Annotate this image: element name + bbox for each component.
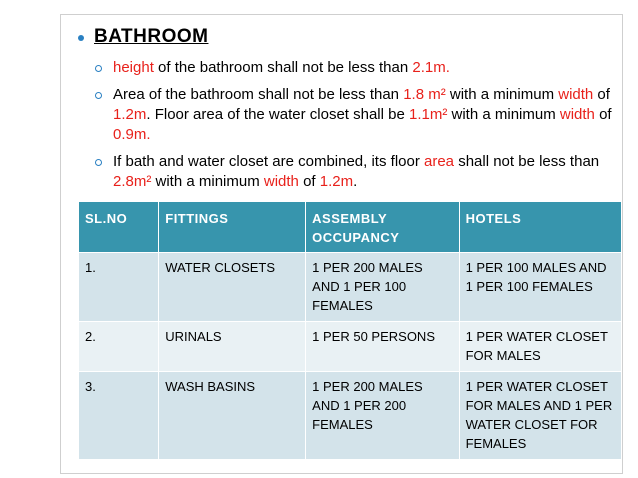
table-header-row <box>79 202 621 253</box>
bullet-text <box>113 59 450 76</box>
cell-hotels: 1 PER WATER CLOSET FOR MALES AND 1 PER WATER CLOSET FOR FEMALES <box>459 372 621 460</box>
bullet-dot-icon <box>78 35 84 41</box>
cell-hotels: 1 PER WATER CLOSET FOR MALES <box>459 322 621 372</box>
cell-fittings: WATER CLOSETS <box>159 253 306 322</box>
highlight-text: 1.8 m² <box>403 86 446 103</box>
highlight-text: width <box>559 106 595 123</box>
bullet-text <box>113 153 599 190</box>
highlight-text: 1.2m <box>319 173 354 190</box>
highlight-text: 2.1m. <box>412 59 450 76</box>
bullet-run: . <box>353 173 358 190</box>
bullet-run: of <box>593 86 610 103</box>
highlight-text: height <box>113 59 154 76</box>
bullet-item <box>93 58 613 78</box>
ring-bullet-icon <box>95 159 102 166</box>
highlight-text: 1.2m <box>113 106 147 123</box>
header-fittings: FITTINGS <box>159 202 306 253</box>
bullet-text <box>113 86 612 143</box>
bullet-run: with a minimum <box>445 86 559 103</box>
cell-sl-no: 2. <box>79 322 159 372</box>
bullet-item <box>93 85 613 145</box>
cell-assembly: 1 PER 200 MALES AND 1 PER 200 FEMALES <box>306 372 459 460</box>
table-row <box>79 372 621 460</box>
cell-sl-no: 1. <box>79 253 159 322</box>
fittings-table <box>79 202 621 459</box>
bullet-list <box>93 58 613 199</box>
bullet-run: with a minimum <box>447 106 560 123</box>
heading-text: BATHROOM <box>94 26 209 47</box>
section-heading <box>78 26 208 48</box>
ring-bullet-icon <box>95 92 102 99</box>
highlight-text: area <box>424 153 455 170</box>
bullet-run: of the bathroom shall not be less than <box>153 59 413 76</box>
bullet-run: of <box>594 106 612 123</box>
bullet-run: . Floor area of the water closet shall be <box>146 106 409 123</box>
bullet-run: Area of the bathroom shall not be less than <box>113 86 404 103</box>
highlight-text: 2.8m² <box>113 173 152 190</box>
cell-assembly: 1 PER 200 MALES AND 1 PER 100 FEMALES <box>306 253 459 322</box>
cell-assembly: 1 PER 50 PERSONS <box>306 322 459 372</box>
header-hotels: HOTELS <box>459 202 621 253</box>
cell-fittings: WASH BASINS <box>159 372 306 460</box>
cell-sl-no: 3. <box>79 372 159 460</box>
cell-hotels: 1 PER 100 MALES AND 1 PER 100 FEMALES <box>459 253 621 322</box>
bullet-run: with a minimum <box>151 173 264 190</box>
table-row <box>79 253 621 322</box>
highlight-text: 0.9m. <box>113 126 151 143</box>
cell-fittings: URINALS <box>159 322 306 372</box>
ring-bullet-icon <box>95 65 102 72</box>
table-row <box>79 322 621 372</box>
header-assembly-occupancy: ASSEMBLY OCCUPANCY <box>306 202 459 253</box>
highlight-text: 1.1m² <box>409 106 448 123</box>
highlight-text: width <box>558 86 594 103</box>
bullet-run: If bath and water closet are combined, its floor <box>113 153 424 170</box>
bullet-run: shall not be less than <box>454 153 600 170</box>
bullet-item <box>93 152 613 192</box>
highlight-text: width <box>263 173 299 190</box>
bullet-run: of <box>298 173 320 190</box>
header-sl-no: SL.NO <box>79 202 159 253</box>
